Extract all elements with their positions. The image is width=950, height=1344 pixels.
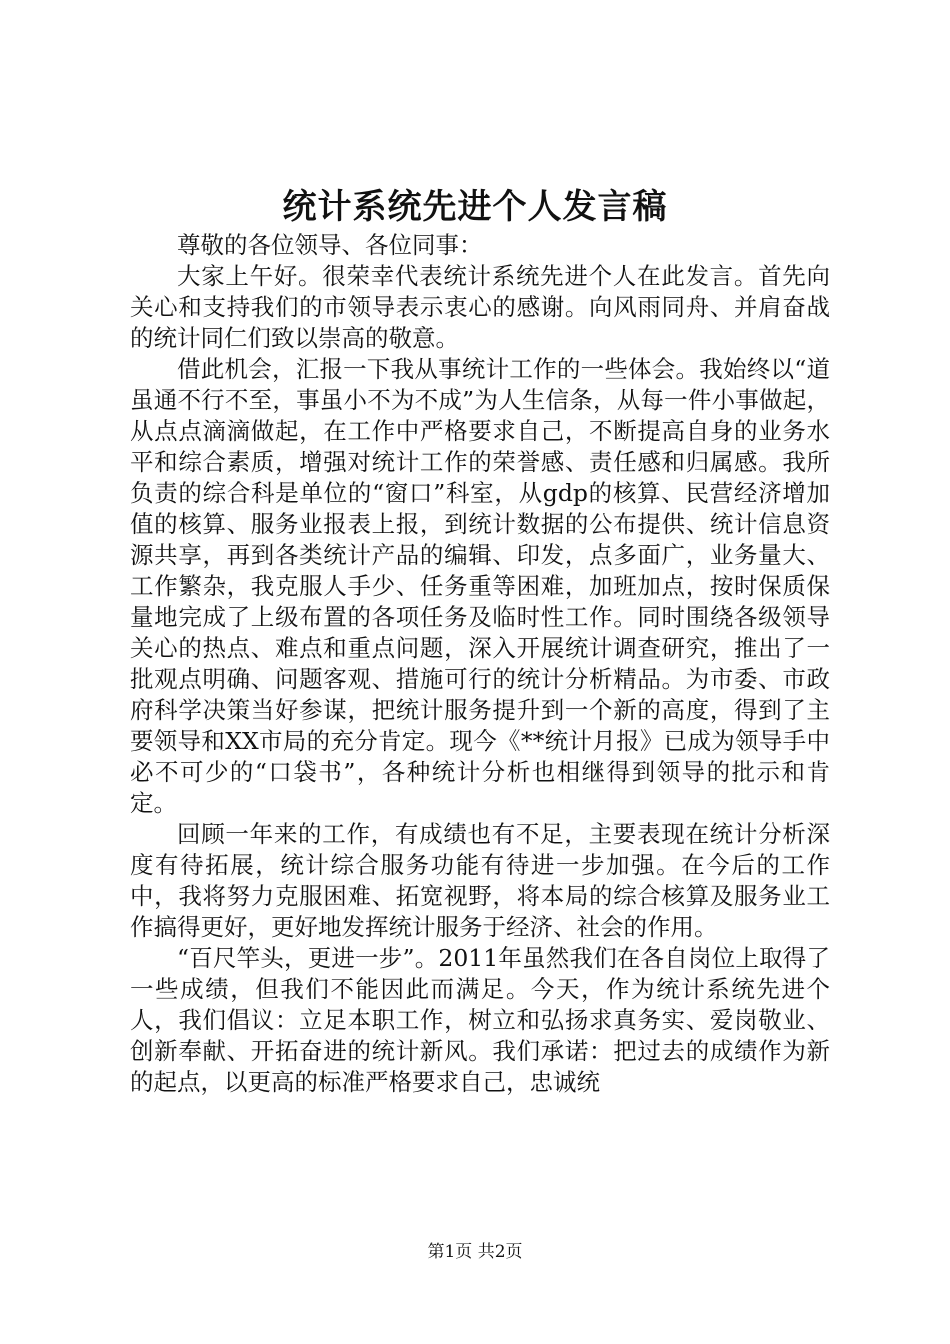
document-title: 统计系统先进个人发言稿 xyxy=(282,187,668,227)
paragraph-work-report: 借此机会，汇报一下我从事统计工作的一些体会。我始终以“道虽通不行不至，事虽小不为不成”为人生信条，从每一件小事做起，从点点滴滴做起，在工作中严格要求自己，不断提高自身的业务水平和综合素质，增强对统计工作的荣誉感、责任感和归属感。我所负责的综合科是单位的“窗口”科室，从gdp的核算、民营经济增加值的核算、服务业报表上报，到统计数据的公布提供、统计信息资源共享，再到各类统计产品的编辑、印发，点多面广，业务量大、工作繁杂，我克服人手少、任务重等困难，加班加点，按时保质保量地完成了上级布置的各项任务及临时性工作。同时围绕各级领导关心的热点、难点和重点问题，深入开展统计调查研究，推出了一批观点明确、问题客观、措施可行的统计分析精品。为市委、市政府科学决策当好参谋，把统计服务提升到一个新的高度，得到了主要领导和XX市局的充分肯定。现今《**统计月报》已成为领导手中必不可少的“口袋书”，各种统计分析也相继得到领导的批示和肯定。 xyxy=(130,355,830,817)
paragraph-review: 回顾一年来的工作，有成绩也有不足，主要表现在统计分析深度有待拓展，统计综合服务功能有待进一步加强。在今后的工作中，我将努力克服困难、拓宽视野，将本局的综合核算及服务业工作搞得更好，更好地发挥统计服务于经济、社会的作用。 xyxy=(130,820,830,941)
paragraph-greeting: 大家上午好。很荣幸代表统计系统先进个人在此发言。首先向关心和支持我们的市领导表示衷心的感谢。向风雨同舟、并肩奋战的统计同仁们致以崇高的敬意。 xyxy=(130,262,830,352)
paragraph-proposal: “百尺竿头，更进一步”。2011年虽然我们在各自岗位上取得了一些成绩，但我们不能因此而满足。今天，作为统计系统先进个人，我们倡议：立足本职工作，树立和弘扬求真务实、爱岗敬业、创新奉献、开拓奋进的统计新风。我们承诺：把过去的成绩作为新的起点，以更高的标准严格要求自己，忠诚统 xyxy=(130,944,830,1096)
salutation: 尊敬的各位领导、各位同事： xyxy=(177,231,483,259)
page-number-footer: 第1页 共2页 xyxy=(427,1242,523,1262)
document-body xyxy=(130,230,830,1098)
